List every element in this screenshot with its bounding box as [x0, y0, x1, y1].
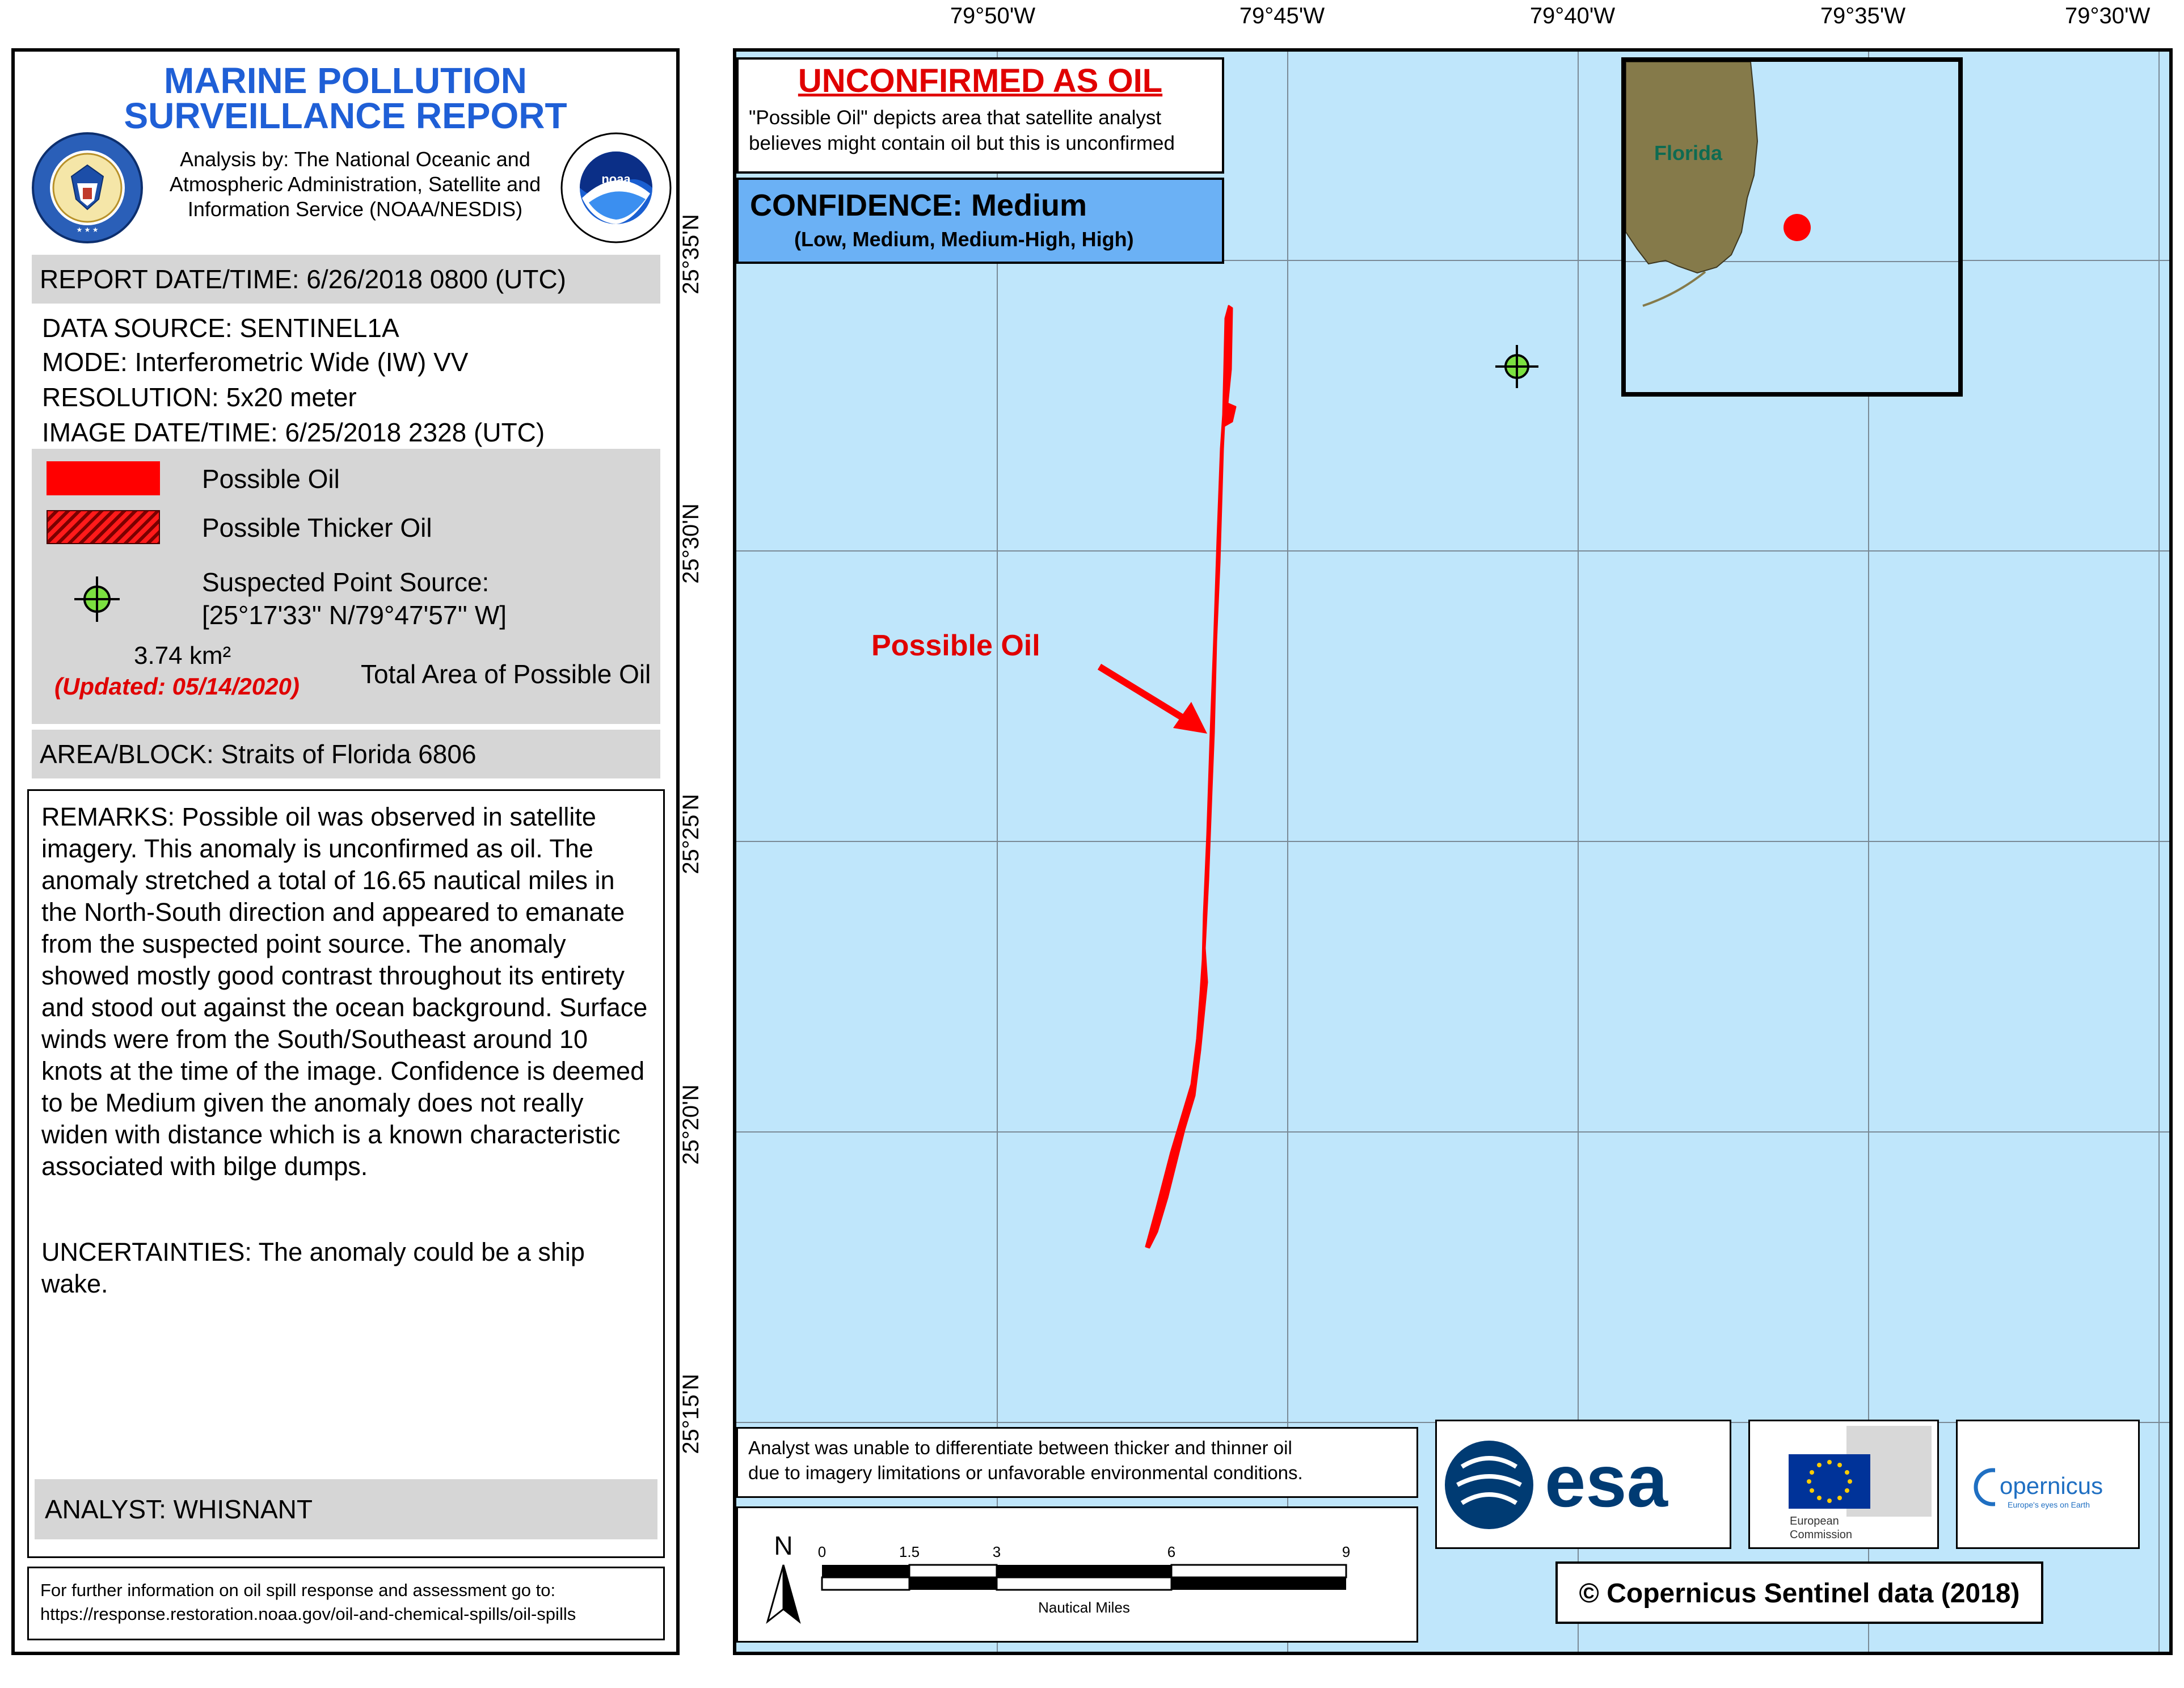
limitation-line-1: Analyst was unable to differentiate between thicker and thinner oil: [748, 1437, 1292, 1458]
lon-label-79-35: 79°35'W: [1820, 3, 1906, 28]
title-line-1: MARINE POLLUTION: [164, 60, 527, 101]
north-label: N: [774, 1531, 793, 1560]
lat-label-25-35: 25°35'N: [678, 214, 703, 294]
possible-oil-callout: Possible Oil: [871, 629, 1040, 662]
esa-wordmark: esa: [1545, 1439, 1668, 1522]
ec-label-line-2: Commission: [1790, 1529, 1853, 1541]
copernicus-logo-icon: [1958, 1421, 2138, 1547]
legend-point-source-coords: [25°17'33'' N/79°47'57'' W]: [202, 600, 507, 630]
further-info-text: For further information on oil spill response and assessment go to:: [40, 1580, 556, 1600]
point-source-crosshair-icon: [1495, 345, 1538, 388]
copernicus-logo-box: [1956, 1420, 2140, 1549]
possible-oil-slick: [1146, 306, 1236, 1248]
department-of-commerce-seal-icon: [31, 131, 144, 245]
unconfirmed-title: UNCONFIRMED AS OIL: [798, 62, 1163, 99]
ec-label-line-1: European: [1790, 1515, 1839, 1527]
confidence-title: CONFIDENCE: Medium: [750, 188, 1087, 222]
svg-text:noaa: noaa: [601, 172, 631, 186]
analysis-line-3: Information Service (NOAA/NESDIS): [187, 197, 523, 221]
european-commission-logo-box: [1748, 1420, 1939, 1549]
lat-label-25-30: 25°30'N: [678, 503, 703, 584]
esa-logo-box: [1435, 1420, 1731, 1549]
scale-tick-6: 6: [1167, 1543, 1176, 1560]
noaa-logo-icon: [559, 131, 673, 245]
report-datetime: REPORT DATE/TIME: 6/26/2018 0800 (UTC): [32, 255, 660, 304]
lat-label-25-15: 25°15'N: [678, 1374, 703, 1454]
location-marker-icon: [1784, 214, 1811, 241]
total-area-label: Total Area of Possible Oil: [361, 659, 651, 689]
limitation-line-2: due to imagery limitations or unfavorable environmental conditions.: [748, 1462, 1303, 1483]
scale-bar: [822, 1565, 1346, 1590]
esa-logo-icon: [1437, 1421, 1730, 1547]
uncertainties-text: UNCERTAINTIES: The anomaly could be a ship wake.: [41, 1237, 585, 1298]
acquisition-mode: MODE: Interferometric Wide (IW) VV: [42, 347, 469, 377]
florida-keys: [1643, 272, 1705, 306]
possible-oil-swatch: [47, 461, 160, 495]
scale-and-north-box: [736, 1506, 1418, 1643]
report-title: [15, 60, 676, 136]
title-line-2: SURVEILLANCE REPORT: [124, 95, 567, 136]
image-datetime: IMAGE DATE/TIME: 6/25/2018 2328 (UTC): [42, 418, 545, 447]
lat-label-25-25: 25°25'N: [678, 794, 703, 874]
imagery-limitation-note: [736, 1427, 1418, 1498]
legend: [32, 449, 660, 724]
confidence-panel: [736, 178, 1224, 264]
resolution: RESOLUTION: 5x20 meter: [42, 382, 357, 412]
analyst-name: ANALYST: WHISNANT: [35, 1479, 657, 1539]
inset-map[interactable]: [1621, 57, 1963, 397]
analysis-line-2: Atmospheric Administration, Satellite and: [169, 172, 541, 196]
svg-text:★ ★ ★: ★ ★ ★: [76, 226, 99, 234]
legend-possible-oil: Possible Oil: [202, 464, 340, 494]
further-info-link[interactable]: https://response.restoration.noaa.gov/oil-and-chemical-spills/oil-spills: [40, 1604, 576, 1624]
scale-and-north-graphic: [738, 1508, 1416, 1641]
data-source: DATA SOURCE: SENTINEL1A: [42, 313, 399, 343]
florida-landmass: [1626, 62, 1757, 273]
area-updated-note: (Updated: 05/14/2020): [54, 673, 300, 700]
legend-thicker-oil: Possible Thicker Oil: [202, 513, 432, 542]
analysis-line-1: Analysis by: The National Oceanic and: [180, 148, 530, 171]
copernicus-wordmark: opernicus: [2000, 1472, 2103, 1499]
further-info-box: [27, 1567, 665, 1640]
unconfirmed-note: [749, 105, 1225, 156]
european-commission-logo-icon: [1750, 1421, 1937, 1547]
lon-label-79-45: 79°45'W: [1239, 3, 1325, 28]
north-arrow-icon: [768, 1565, 799, 1622]
lon-label-79-40: 79°40'W: [1529, 3, 1616, 28]
copernicus-tagline: Europe's eyes on Earth: [2008, 1500, 2090, 1509]
inset-map-canvas: [1626, 62, 1958, 392]
lon-label-79-30: 79°30'W: [2065, 3, 2151, 28]
confidence-levels: (Low, Medium, Medium-High, High): [794, 228, 1134, 251]
remarks-box: [27, 789, 665, 1558]
unconfirmed-notice: [736, 57, 1224, 174]
inset-florida-label: Florida: [1654, 141, 1723, 165]
scale-tick-9: 9: [1342, 1543, 1351, 1560]
area-block: AREA/BLOCK: Straits of Florida 6806: [32, 730, 660, 778]
scale-tick-0: 0: [817, 1543, 827, 1560]
total-area-value: 3.74 km²: [134, 642, 231, 670]
point-source-crosshair-icon: [71, 574, 123, 625]
report-panel: [11, 48, 680, 1655]
copyright-notice: © Copernicus Sentinel data (2018): [1555, 1561, 2043, 1624]
unconfirmed-note-line-1: "Possible Oil" depicts area that satellite analyst: [749, 107, 1162, 129]
lat-label-25-20: 25°20'N: [678, 1084, 703, 1165]
scale-unit: Nautical Miles: [1038, 1599, 1130, 1616]
remarks-text: REMARKS: Possible oil was observed in satellite imagery. This anomaly is unconfirmed as oil. The anomaly stretched a total of 16.65 nautical miles in the North-South direction and appeared to emanate from the suspected point source. The anomaly showed mostly good contrast throughout its entirety and stood out against the ocean background. Surface winds were from the South/Southeast around 10 knots at the time of the image. Confidence is deemed to be Medium given the anomaly does not really widen with distance which is a known characteristic associated with bilge dumps.: [41, 802, 648, 1181]
scale-tick-3: 3: [992, 1543, 1001, 1560]
analysis-credit: [157, 147, 554, 222]
lon-label-79-50: 79°50'W: [950, 3, 1036, 28]
legend-point-source-title: Suspected Point Source:: [202, 567, 490, 597]
thicker-oil-swatch: [47, 510, 160, 544]
scale-tick-1-5: 1.5: [899, 1543, 920, 1560]
callout-arrow-icon: [1099, 667, 1207, 734]
unconfirmed-note-line-2: believes might contain oil but this is unconfirmed: [749, 132, 1175, 154]
